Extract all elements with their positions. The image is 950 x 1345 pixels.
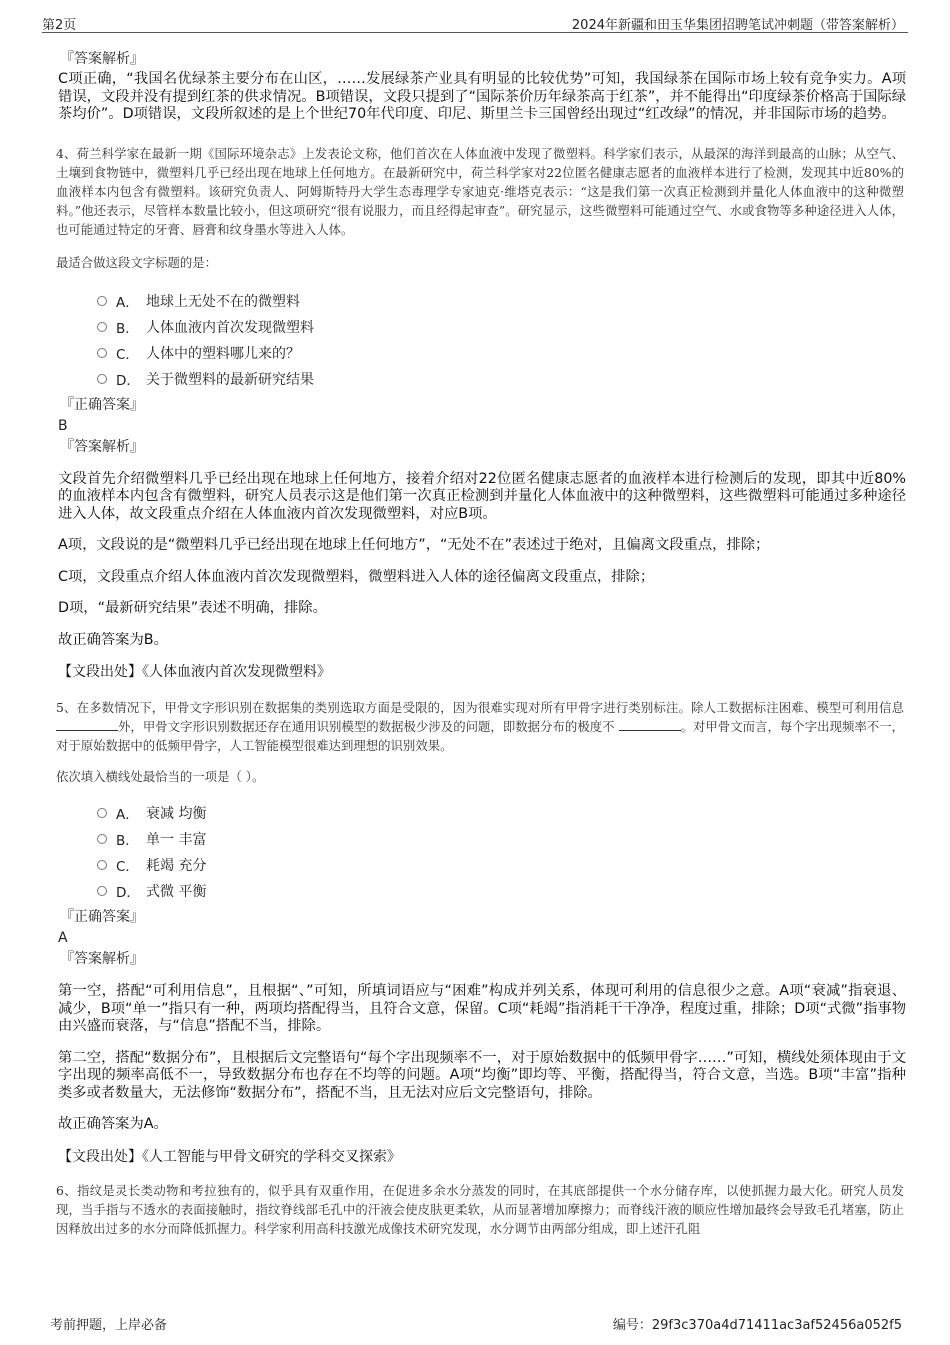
- page-header: [42, 10, 908, 33]
- option-letter: D．: [116, 372, 140, 389]
- analysis-paragraph: 文段首先介绍微塑料几乎已经出现在地球上任何地方，接着介绍对22位匿名健康志愿者的血液样本进行检测后的发现，即其中近80%的血液样本内包含有微塑料，研究人员表示这是他们第一次真正检测到并量化人体血液中的这种微塑料，这些微塑料可能通过多种途径进入人体，故文段重点介绍在人体血液内首次发现微塑料，对应B项。: [58, 470, 906, 522]
- radio-icon[interactable]: [97, 860, 107, 870]
- footer-slogan: 考前押题，上岸必备: [50, 1318, 168, 1333]
- radio-icon[interactable]: [97, 348, 107, 358]
- analysis-paragraph: 故正确答案为A。: [58, 1116, 168, 1132]
- option-a[interactable]: [56, 800, 908, 826]
- option-text: 地球上无处不在的微塑料: [146, 293, 300, 310]
- page-footer: [42, 1314, 908, 1334]
- option-d[interactable]: [56, 878, 908, 904]
- option-c[interactable]: [56, 340, 908, 366]
- radio-icon[interactable]: [97, 886, 107, 896]
- correct-answer-label: 『正确答案』: [60, 909, 144, 925]
- source-citation: 【文段出处】《人体血液内首次发现微塑料》: [58, 664, 331, 680]
- option-text: 人体中的塑料哪儿来的？: [146, 345, 300, 362]
- correct-answer-label: 『正确答案』: [60, 396, 144, 413]
- question-5: [56, 698, 908, 1167]
- source-citation: 【文段出处】《人工智能与甲骨文研究的学科交叉探索》: [58, 1148, 401, 1165]
- stem-part: 5、在多数情况下，甲骨文字形识别在数据集的类别选取方面是受限的，因为很难实现对所有甲骨字进行类别标注。除人工数据标注困难、模型可利用信息: [56, 700, 904, 715]
- document-title: 2024年新疆和田玉华集团招聘笔试冲刺题（带答案解析）: [571, 18, 904, 33]
- question-stem: 4、荷兰科学家在最新一期《国际环境杂志》上发表论文称，他们首次在人体血液中发现了微塑料。科学家们表示，从最深的海洋到最高的山脉；从空气、土壤到食物链中，微塑料几乎已经出现在地球上任何地方。在最新研究中，荷兰科学家对22位匿名健康志愿者的血液样本进行了检测，发现其中近80%的血液样本内包含有微塑料。该研究负责人、阿姆斯特丹大学生态毒理学专家迪克·维塔克表示：“这是我们第一次真正检测到并量化人体血液中的这种微塑料。”他还表示，尽管样本数量比较小，但这项研究“很有说服力，而且经得起审查”。研究显示，这些微塑料可能通过空气、水或食物等多种途径进入人体，也可能通过特定的牙膏、唇膏和纹身墨水等进入人体。: [56, 145, 904, 237]
- option-c[interactable]: [56, 852, 908, 878]
- radio-icon[interactable]: [97, 322, 107, 332]
- question-stem: [56, 698, 904, 755]
- option-list: [56, 800, 908, 904]
- option-b[interactable]: [56, 826, 908, 852]
- analysis-paragraph: 第一空，搭配“可利用信息”，且根据“、”可知，所填词语应与“困难”构成并列关系，体现可利用的信息很少之意。A项“衰减”指衰退、减少，B项“单一”指只有一种，两项均搭配得当，且符合文意，保留。C项“耗竭”指消耗干干净净，程度过重，排除；D项“式微”指事物由兴盛而衰落，与“信息”搭配不当，排除。: [58, 983, 906, 1034]
- question-prompt: 依次填入横线处最恰当的一项是（ ）。: [56, 769, 265, 784]
- radio-icon[interactable]: [97, 296, 107, 306]
- question-stem: 6、指纹是灵长类动物和考拉独有的，似乎具有双重作用，在促进多余水分蒸发的同时，在其底部提供一个水分储存库，以使抓握力最大化。研究人员发现，当手指与不透水的表面接触时，指纹脊线部毛孔中的汗液会使皮肤更柔软，从而显著增加摩擦力；而脊线汗液的顺应性增加最终会导致毛孔堵塞，防止因释放出过多的水分而降低抓握力。科学家利用高科技激光成像技术研究发现，水分调节由两部分组成，即上述汗孔阻: [56, 1182, 904, 1236]
- analysis-label: 『答案解析』: [60, 951, 144, 967]
- stem-part: 。对甲骨文而言，每个字出现频率不一，对于原始数据中的低频甲骨字，人工智能模型很难达到理想的识别效果。: [56, 719, 904, 753]
- option-letter: B．: [116, 833, 139, 849]
- analysis-paragraph: 第二空，搭配“数据分布”，且根据后文完整语句“每个字出现频率不一，对于原始数据中的低频甲骨字……”可知，横线处须体现由于文字出现的频率高低不一，导致数据分布也存在不均等的问题。A项“均衡”即均等、平衡，搭配得当，符合文意，当选。B项“丰富”指种类多或者数量大，无法修饰“数据分布”，搭配不当，且无法对应后文完整语句，排除。: [58, 1049, 906, 1101]
- radio-icon[interactable]: [97, 374, 107, 384]
- analysis-paragraph: C项，文段重点介绍人体血液内首次发现微塑料，微塑料进入人体的途径偏离文段重点，排除；: [58, 568, 655, 585]
- option-text: 衰减 均衡: [146, 806, 207, 822]
- option-list: [56, 288, 908, 392]
- option-text: 耗竭 充分: [146, 858, 207, 874]
- radio-icon[interactable]: [97, 808, 107, 818]
- question-6: [56, 1181, 908, 1238]
- radio-icon[interactable]: [97, 834, 107, 844]
- analysis-text: C项正确，“我国名优绿茶主要分布在山区，……发展绿茶产业具有明显的比较优势”可知，我国绿茶在国际市场上较有竞争实力。A项错误，文段并没有提到红茶的供求情况。B项错误，文段只提到了“国际茶价历年绿茶高于红茶”，并不能得出“印度绿茶价格高于国际绿茶均价”。D项错误，文段所叙述的是上个世纪70年代印度、印尼、斯里兰卡三国曾经出现过“红改绿”的情况，并非国际市场的趋势。: [58, 71, 906, 122]
- question-prompt: 最适合做这段文字标题的是：: [56, 254, 218, 270]
- option-letter: D．: [116, 885, 140, 901]
- correct-answer: A: [58, 930, 68, 946]
- page-number: 第2页: [42, 18, 77, 33]
- document-code: 编号：29f3c370a4d71411ac3af52456a052f5: [612, 1318, 902, 1333]
- option-letter: A．: [116, 294, 139, 311]
- question-4: [56, 144, 908, 683]
- correct-answer: B: [58, 417, 68, 434]
- analysis-paragraph: 故正确答案为B。: [58, 631, 168, 648]
- blank-line: [619, 718, 681, 731]
- option-letter: C．: [116, 346, 139, 363]
- analysis-paragraph: A项，文段说的是“微塑料几乎已经出现在地球上任何地方”，“无处不在”表述过于绝对，且偏离文段重点，排除；: [58, 537, 770, 553]
- option-text: 式微 平衡: [146, 884, 207, 900]
- option-b[interactable]: [56, 314, 908, 340]
- option-letter: A．: [116, 807, 139, 823]
- analysis-paragraph: D项，“最新研究结果”表述不明确，排除。: [58, 600, 327, 616]
- option-d[interactable]: [56, 366, 908, 392]
- option-letter: C．: [116, 859, 139, 875]
- document-body: [56, 44, 908, 1238]
- previous-answer-block: [56, 50, 908, 124]
- blank-line: [56, 718, 118, 731]
- option-text: 关于微塑料的最新研究结果: [146, 371, 314, 388]
- analysis-label: 『答案解析』: [60, 438, 144, 455]
- option-letter: B．: [116, 320, 139, 337]
- option-a[interactable]: [56, 288, 908, 314]
- option-text: 人体血液内首次发现微塑料: [146, 319, 314, 336]
- analysis-label: 『答案解析』: [60, 51, 144, 67]
- option-text: 单一 丰富: [146, 832, 207, 848]
- stem-part: 外，甲骨文字形识别数据还存在通用识别模型的数据极少涉及的问题，即数据分布的极度不: [118, 719, 619, 734]
